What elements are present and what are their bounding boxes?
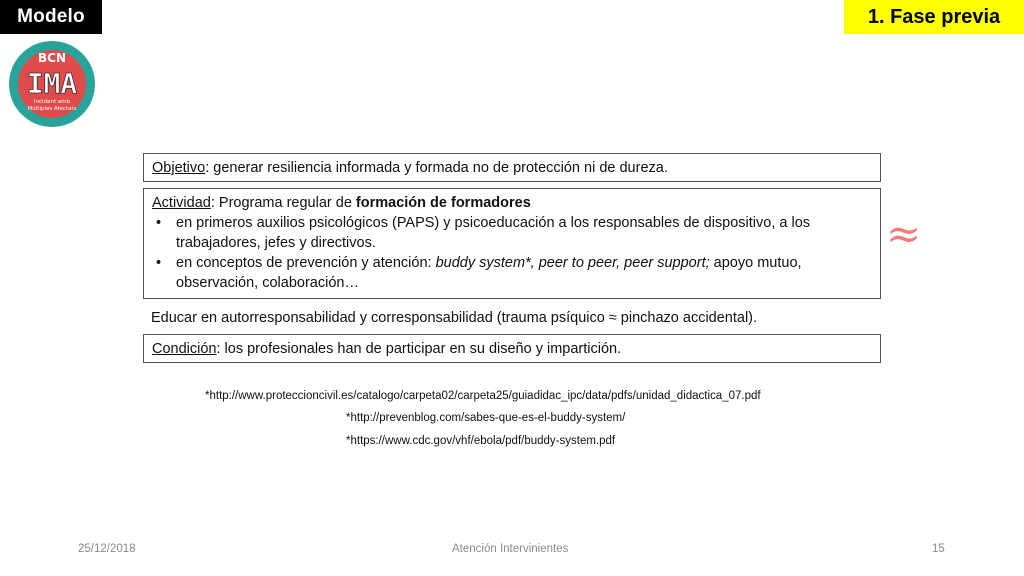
activity-bold-text: formación de formadores [355,195,531,211]
objective-label: Objetivo [152,160,206,176]
activity-text-prefix: : Programa regular de [210,195,356,211]
activity-label: Actividad [152,195,211,211]
reference-link-1[interactable]: *http://www.proteccioncivil.es/catalogo/carpeta02/carpeta25/guiadidac_ipc/data/pdfs/unidad_didactica_07.pdf [205,390,761,402]
activity-box [143,188,881,299]
activity-bullet-list [152,213,872,293]
objective-text: : generar resiliencia informada y formada no de protección ni de dureza. [205,160,668,176]
approx-symbol: ≈ [886,209,922,258]
logo-sub-text-2: Múltiples Afectats [27,106,77,112]
objective-box [143,153,881,182]
bullet2-italic: buddy system*, peer to peer, peer support; [435,255,710,271]
reference-link-2[interactable]: *http://prevenblog.com/sabes-que-es-el-buddy-system/ [346,412,626,424]
reference-link-3[interactable]: *https://www.cdc.gov/vhf/ebola/pdf/buddy-system.pdf [346,435,616,447]
footer-page-number: 15 [932,543,945,555]
condition-box [143,334,881,363]
logo-sub-text-1: Incident amb [33,99,71,105]
footer-date: 25/12/2018 [78,543,136,555]
logo-main-text: IMA [26,67,78,100]
model-label: Modelo [0,0,102,34]
logo-top-text: BCN [38,51,66,65]
phase-label: 1. Fase previa [844,0,1024,34]
condition-text: : los profesionales han de participar en su diseño y impartición. [216,341,622,357]
educate-text: Educar en autorresponsabilidad y corresponsabilidad (trauma psíquico ≈ pinchazo accidental). [151,310,758,326]
bullet2-suffix: apoyo mutuo, observación, colaboración… [176,255,802,291]
activity-bullet-2 [152,253,872,293]
condition-label: Condición [152,341,217,357]
footer-title: Atención Intervinientes [452,543,569,555]
activity-bullet-1: • en primeros auxilios psicológicos (PAPS) y psicoeducación a los responsables de dispositivo, a los trabajadores, jefes y directivos. [152,213,872,253]
bcn-ima-logo [6,40,98,128]
bullet2-prefix: en conceptos de prevención y atención: [176,255,436,271]
